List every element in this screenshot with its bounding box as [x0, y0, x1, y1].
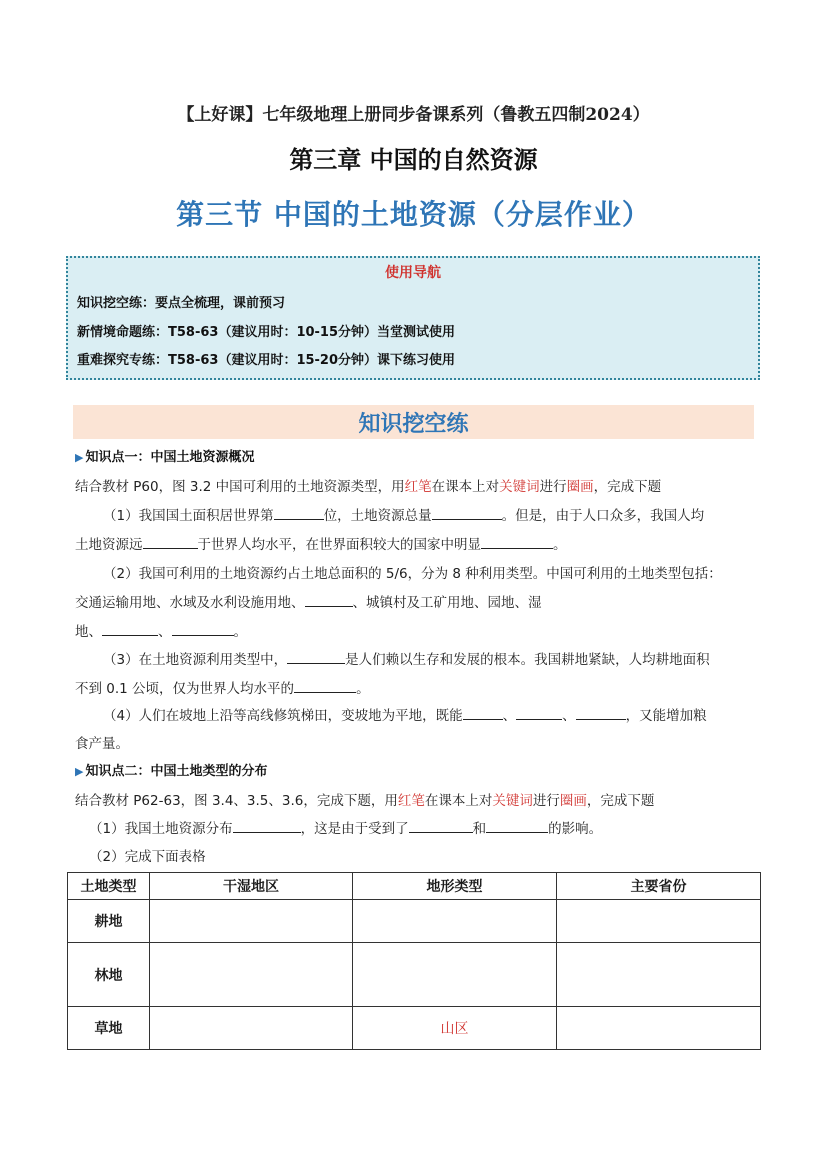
triangle-icon: ▶ — [75, 451, 84, 464]
fill-blank[interactable] — [516, 706, 562, 720]
kp1-question-1-cont: 土地资源远 于世界人均水平，在世界面积较大的国家中明显 。 — [75, 537, 567, 553]
answer-cell[interactable] — [150, 900, 353, 943]
fill-blank[interactable] — [287, 650, 345, 664]
kp2-question-1: （1）我国土地资源分布 ，这是由于受到了 和 的影响。 — [89, 821, 603, 837]
usage-guide-title: 使用导航 — [385, 265, 441, 281]
kp1-question-2-cont: 交通运输用地、水域及水利设施用地、 、城镇村及工矿用地、园地、湿 — [75, 595, 542, 611]
column-header: 干湿地区 — [150, 873, 353, 900]
answer-cell[interactable] — [557, 1007, 761, 1050]
kp1-intro: 结合教材 P60，图 3.2 中国可利用的土地资源类型，用红笔在课本上对关键词进行圈画，完成下题 — [75, 479, 662, 495]
fill-blank[interactable] — [172, 622, 234, 636]
fill-blank[interactable] — [432, 506, 502, 520]
kp1-question-3-cont: 不到 0.1 公顷，仅为世界人均水平的 。 — [75, 681, 370, 697]
table-row — [68, 900, 761, 943]
row-label: 耕地 — [68, 900, 150, 943]
row-label: 草地 — [68, 1007, 150, 1050]
column-header: 土地类型 — [68, 873, 150, 900]
kp2-question-2: （2）完成下面表格 — [89, 849, 206, 865]
answer-cell[interactable] — [150, 1007, 353, 1050]
table-header-row — [68, 873, 761, 900]
section-title: 第三节 中国的土地资源（分层作业） — [176, 198, 651, 231]
answer-cell[interactable] — [150, 943, 353, 1007]
fill-blank[interactable] — [463, 706, 503, 720]
fill-blank[interactable] — [409, 819, 473, 833]
knowledge-point-heading: ▶ 知识点一：中国土地资源概况 — [75, 450, 255, 465]
row-label: 林地 — [68, 943, 150, 1007]
usage-guide-line: 重难探究专练：T58-63（建议用时：15-20分钟）课下练习使用 — [77, 353, 456, 368]
knowledge-point-heading: ▶ 知识点二：中国土地类型的分布 — [75, 764, 268, 779]
kp1-question-4-cont: 食产量。 — [75, 736, 129, 752]
land-type-table — [67, 872, 761, 1050]
answer-cell[interactable] — [353, 943, 557, 1007]
table-row — [68, 1007, 761, 1050]
fill-blank[interactable] — [233, 819, 301, 833]
fill-blank[interactable] — [143, 535, 198, 549]
answer-cell[interactable] — [353, 900, 557, 943]
fill-blank[interactable] — [486, 819, 548, 833]
column-header: 主要省份 — [557, 873, 761, 900]
answer-cell[interactable] — [557, 943, 761, 1007]
usage-guide-box — [66, 256, 760, 380]
chapter-title: 第三章 中国的自然资源 — [289, 146, 538, 174]
kp1-question-4: （4）人们在坡地上沿等高线修筑梯田，变坡地为平地，既能 、 、 ，又能增加粮 — [103, 708, 707, 724]
fill-blank[interactable] — [576, 706, 626, 720]
answer-cell[interactable] — [557, 900, 761, 943]
band-title: 知识挖空练 — [358, 412, 469, 437]
fill-blank[interactable] — [481, 535, 553, 549]
section-band — [73, 405, 754, 439]
kp1-question-2: （2）我国可利用的土地资源约占土地总面积的 5/6，分为 8 种利用类型。中国可利用的土地类型包括： — [103, 566, 722, 582]
fill-blank[interactable] — [102, 622, 158, 636]
usage-guide-line: 新情境命题练：T58-63（建议用时：10-15分钟）当堂测试使用 — [77, 325, 456, 340]
table-row — [68, 943, 761, 1007]
column-header: 地形类型 — [353, 873, 557, 900]
kp1-question-3: （3）在土地资源利用类型中， 是人们赖以生存和发展的根本。我国耕地紧缺，人均耕地面积 — [103, 652, 710, 668]
fill-blank[interactable] — [294, 679, 356, 693]
kp2-intro: 结合教材 P62-63，图 3.4、3.5、3.6，完成下题，用红笔在课本上对关键词进行圈画，完成下题 — [75, 793, 655, 809]
series-title: 【上好课】七年级地理上册同步备课系列（鲁教五四制2024） — [177, 105, 650, 125]
usage-guide-line: 知识挖空练：要点全梳理，课前预习 — [77, 296, 286, 311]
fill-blank[interactable] — [305, 593, 353, 607]
kp1-question-2-cont2: 地、 、 。 — [75, 624, 247, 640]
kp1-question-1: （1）我国国土面积居世界第 位，土地资源总量 。但是，由于人口众多，我国人均 — [103, 508, 705, 524]
triangle-icon: ▶ — [75, 765, 84, 778]
fill-blank[interactable] — [274, 506, 324, 520]
answer-cell[interactable]: 山区 — [353, 1007, 557, 1050]
